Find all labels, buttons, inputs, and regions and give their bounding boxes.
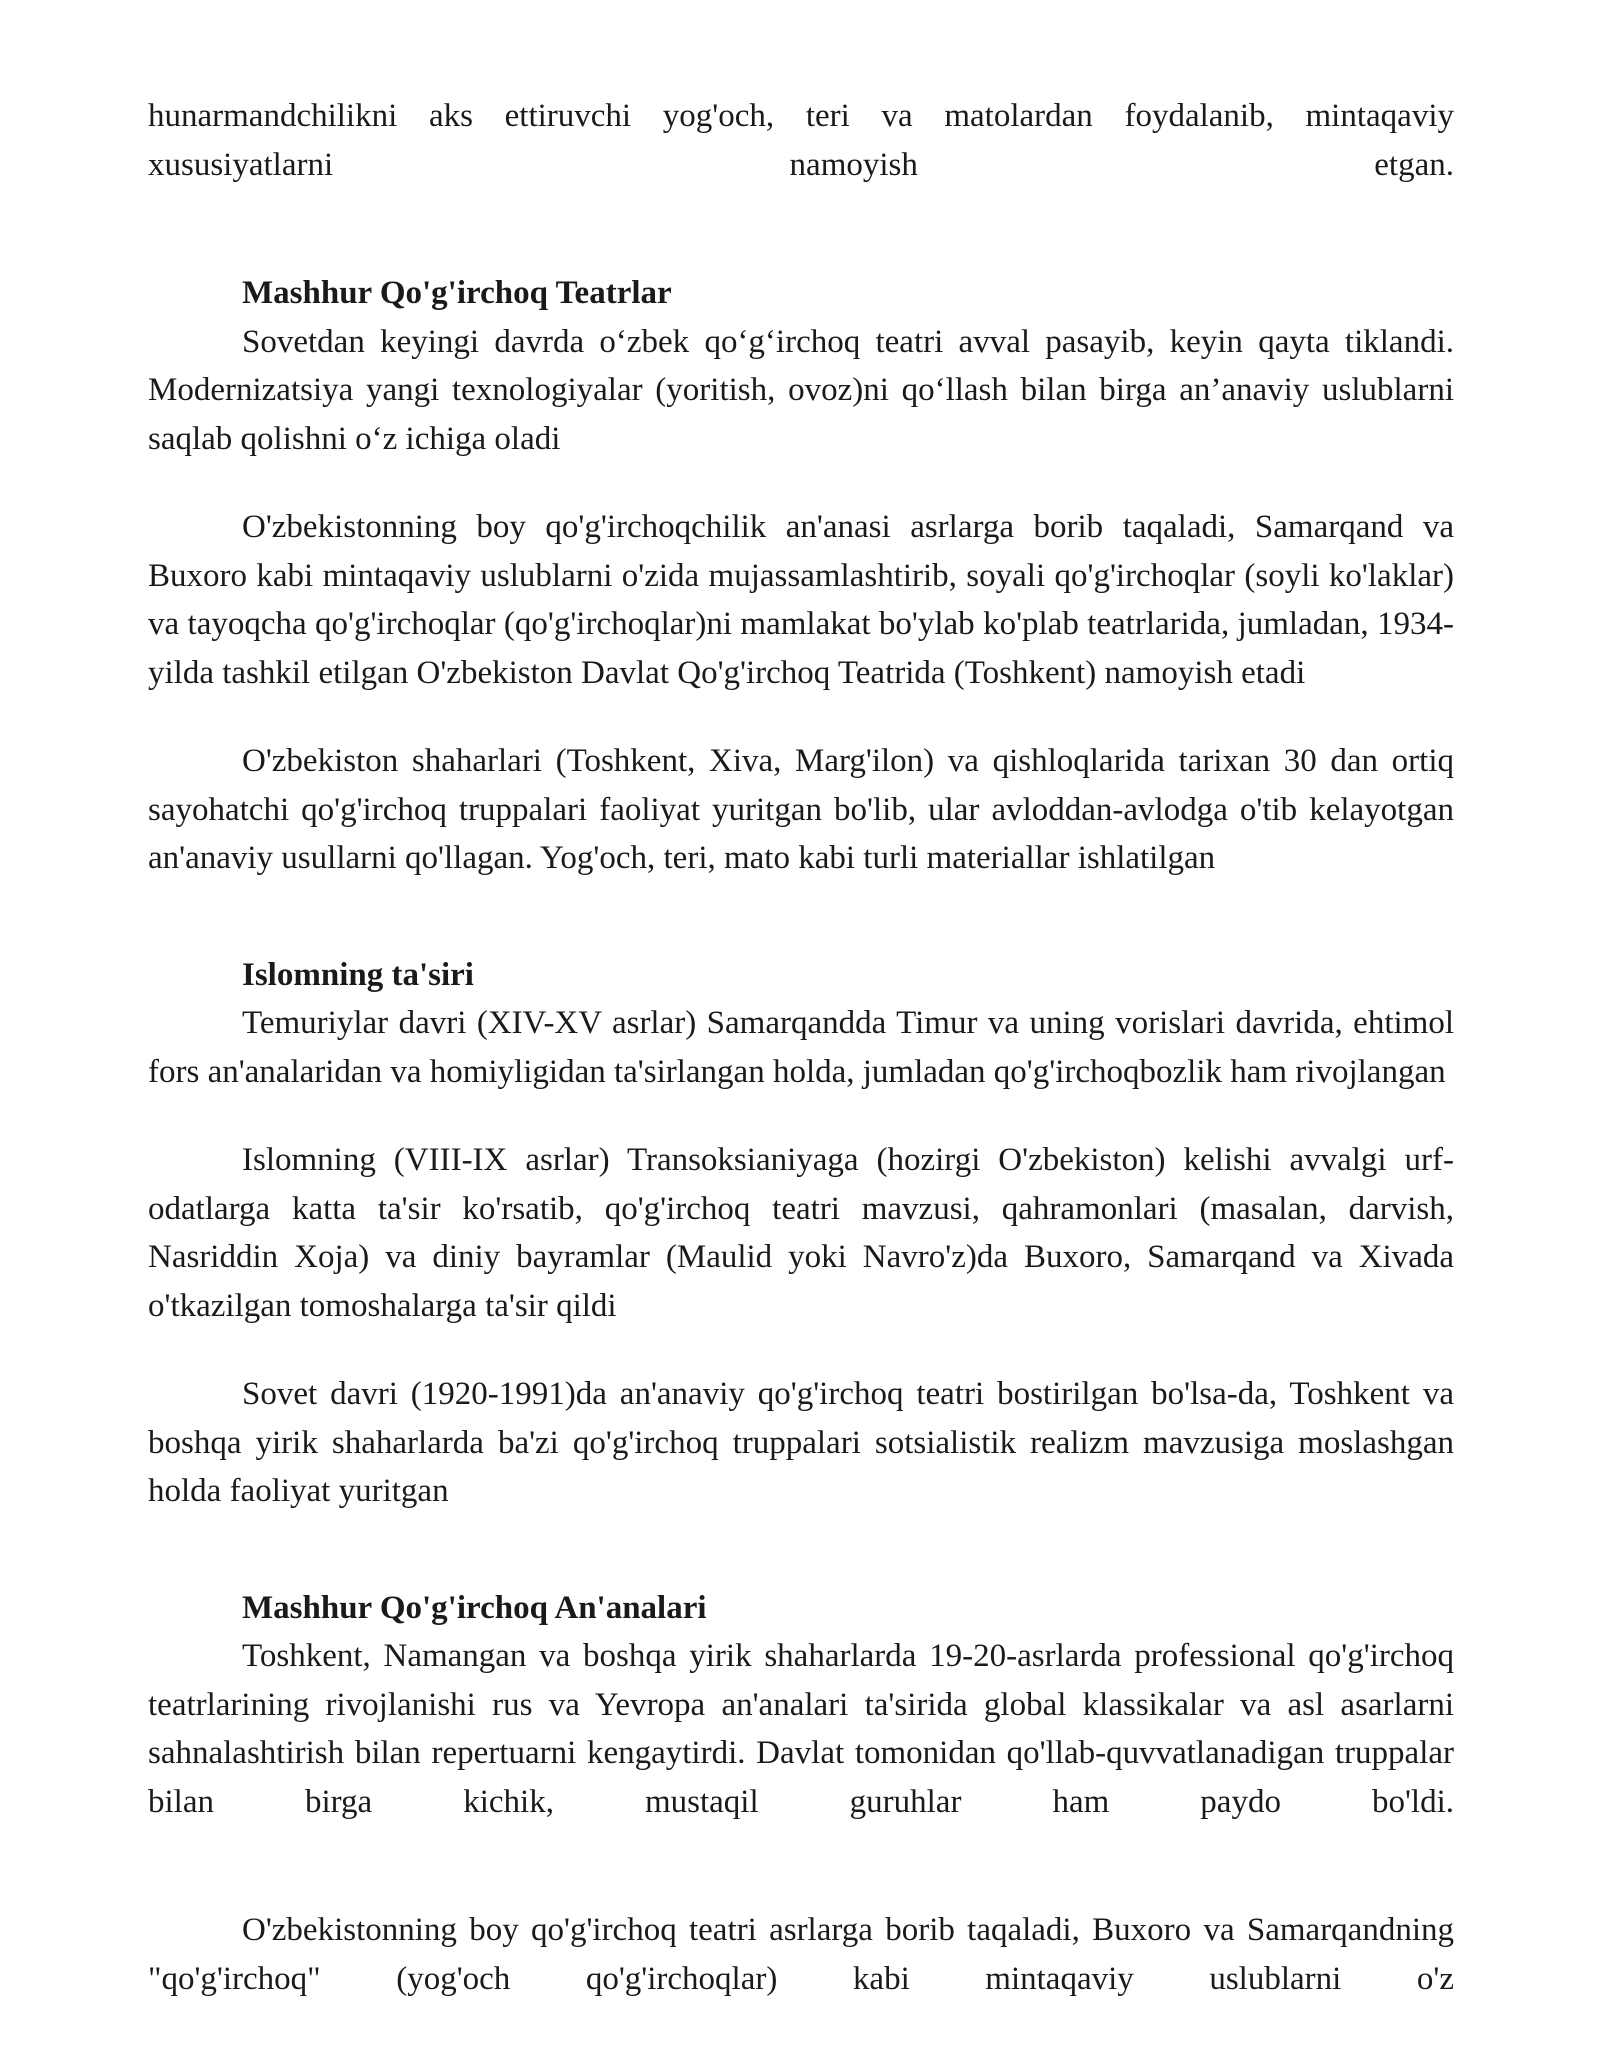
section-heading: Mashhur Qo'g'irchoq An'analari [242, 1589, 707, 1626]
document-page [148, 92, 1454, 2003]
section-islam-influence [148, 951, 1454, 1516]
section-heading: Mashhur Qo'g'irchoq Teatrlar [242, 275, 672, 311]
intro-paragraph: hunarmandchilikni aks ettiruvchi yog'och, teri va matolardan foydalanib, mintaqaviy xususiyatlarni namoyish etgan. [148, 98, 1454, 183]
paragraph: O'zbekiston shaharlari (Toshkent, Xiva, Marg'ilon) va qishloqlarida tarixan 30 dan ortiq sayohatchi qo'g'irchoq truppalari faoliyat yuritgan bo'lib, ular avloddan-avlodga o'tib kelayotgan an'anaviy usullarni qo'llagan. Yog'och, teri, mato kabi turli materiallar ishlatilgan [148, 743, 1454, 876]
paragraph: O'zbekistonning boy qo'g'irchoq teatri asrlarga borib taqaladi, Buxoro va Samarqandning "qo'g'irchoq" (yog'och qo'g'irchoqlar) kabi mintaqaviy uslublarni o'z [148, 1912, 1454, 1997]
paragraph: Islomning (VIII-IX asrlar) Transoksianiyaga (hozirgi O'zbekiston) kelishi avvalgi urf-odatlarga katta ta'sir ko'rsatib, qo'g'irchoq teatri mavzusi, qahramonlari (masalan, darvish, Nasriddin Xoja) va diniy bayramlar (Maulid yoki Navro'z)da Buxoro, Samarqand va Xivada o'tkazilgan tomoshalarga ta'sir qildi [148, 1142, 1454, 1324]
section-famous-traditions [148, 1584, 1454, 2004]
section-famous-theatres [148, 269, 1454, 883]
paragraph: Sovet davri (1920-1991)da an'anaviy qo'g'irchoq teatri bostirilgan bo'lsa-da, Toshkent va boshqa yirik shaharlarda ba'zi qo'g'irchoq truppalari sotsialistik realizm mavzusiga moslashgan holda faoliyat yuritgan [148, 1376, 1454, 1509]
paragraph: Toshkent, Namangan va boshqa yirik shaharlarda 19-20-asrlarda professional qo'g'irchoq teatrlarining rivojlanishi rus va Yevropa an'analari ta'sirida global klassikalar va asl asarlarni sahnalashtirish bilan repertuarni kengaytirdi. Davlat tomonidan qo'llab-quvvatlanadigan truppalar bilan birga kichik, mustaqil guruhlar ham paydo bo'ldi. [148, 1638, 1454, 1820]
paragraph: O'zbekistonning boy qo'g'irchoqchilik an'anasi asrlarga borib taqaladi, Samarqand va Buxoro kabi mintaqaviy uslublarni o'zida mujassamlashtirib, soyali qo'g'irchoqlar (soyli ko'laklar) va tayoqcha qo'g'irchoqlar (qo'g'irchoqlar)ni mamlakat bo'ylab ko'plab teatrlarida, jumladan, 1934-yilda tashkil etilgan O'zbekiston Davlat Qo'g'irchoq Teatrida (Toshkent) namoyish etadi [148, 509, 1454, 691]
paragraph: Temuriylar davri (XIV-XV asrlar) Samarqandda Timur va uning vorislari davrida, ehtimol fors an'analaridan va homiyligidan ta'sirlangan holda, jumladan qo'g'irchoqbozlik ham rivojlangan [148, 1005, 1454, 1090]
section-heading: Islomning ta'siri [242, 956, 474, 993]
paragraph: Sovetdan keyingi davrda o‘zbek qo‘g‘irchoq teatri avval pasayib, keyin qayta tiklandi. Modernizatsiya yangi texnologiyalar (yoritish, ovoz)ni qo‘llash bilan birga an’anaviy uslublarni saqlab qolishni o‘z ichiga oladi [148, 323, 1454, 457]
